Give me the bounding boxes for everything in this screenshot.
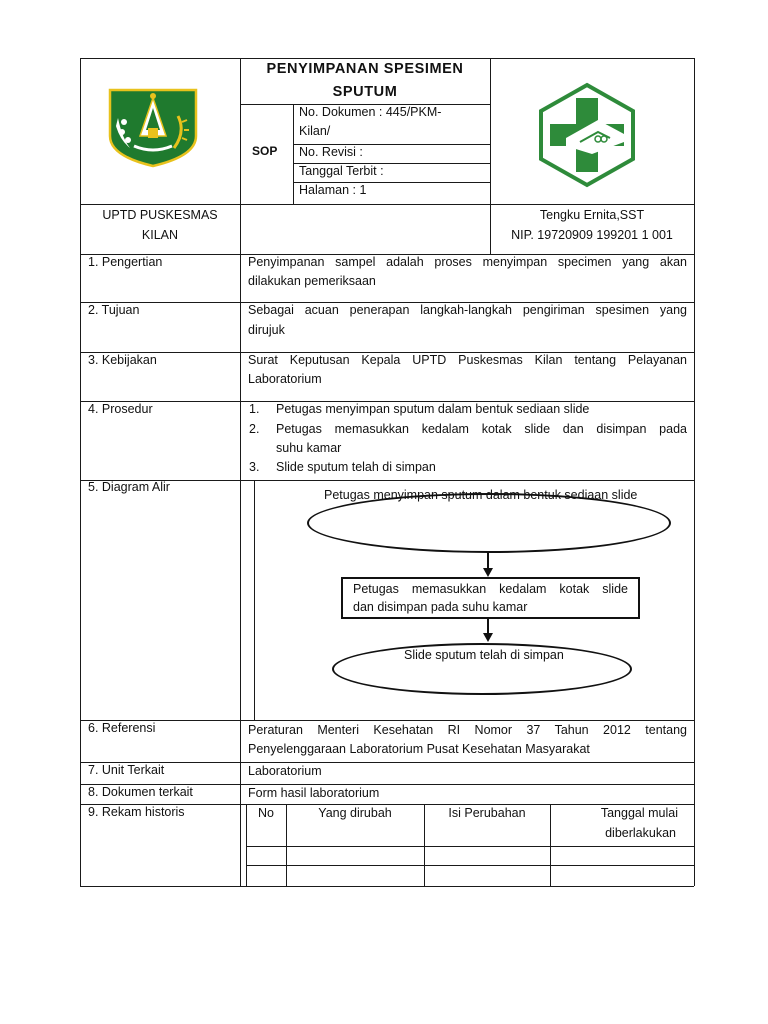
rekam-col-isi-perubahan: Isi Perubahan: [448, 806, 526, 820]
puskesmas-cross-logo-icon: [536, 82, 638, 188]
flow-arrow-1-head: [483, 568, 493, 577]
kebijakan-label: 3. Kebijakan: [88, 353, 157, 367]
dokumen-number-line1: No. Dokumen : 445/PKM-: [299, 105, 442, 119]
pengertian-label: 1. Pengertian: [88, 255, 163, 269]
referensi-label: 6. Referensi: [88, 721, 156, 735]
rekam-col-tanggal-line1: [550, 804, 694, 823]
sop-label: SOP: [252, 144, 278, 158]
rekam-row1-line: [246, 846, 694, 847]
rekam-historis-label: 9. Rekam historis: [88, 805, 185, 819]
tujuan-text-line2: dirujuk: [248, 323, 285, 337]
sop-column-line: [293, 104, 294, 204]
prosedur-step-text: Petugas menyimpan sputum dalam bentuk sediaan slide: [276, 402, 590, 416]
dokumen-terkait-value: Form hasil laboratorium: [248, 786, 380, 800]
regional-emblem-icon: [108, 88, 198, 168]
prosedur-bottom-line: [80, 480, 694, 481]
unit-terkait-value: Laboratorium: [248, 764, 322, 778]
prosedur-step-number: 1.: [249, 402, 260, 416]
tujuan-text-line1: Sebagai acuan penerapan langkah-langkah pengiriman spesimen yang: [248, 303, 687, 317]
revisi-number: No. Revisi :: [299, 145, 363, 159]
document-title-line1: PENYIMPANAN SPESIMEN: [266, 61, 464, 77]
tujuan-label: 2. Tujuan: [88, 303, 140, 317]
flow-start-text: Petugas menyimpan sputum dalam bentuk sediaan slide: [324, 488, 638, 502]
diagram-inner-line: [254, 480, 255, 720]
rekam-row2-line: [246, 865, 694, 866]
prosedur-step-text: Petugas memasukkan kedalam kotak slide dan disimpan pada: [276, 422, 687, 436]
document-title-line2: SPUTUM: [332, 84, 398, 100]
pengertian-text-line1: Penyimpanan sampel adalah proses menyimpan specimen yang akan: [248, 255, 687, 269]
org-name-line1: UPTD PUSKESMAS: [102, 208, 218, 222]
referensi-text-line1: Peraturan Menteri Kesehatan RI Nomor 37 Tahun 2012 tentang: [248, 723, 687, 737]
unit-terkait-label: 7. Unit Terkait: [88, 763, 165, 777]
rekam-col-no: No: [258, 806, 274, 820]
header-bottom-line: [80, 204, 694, 205]
prosedur-label: 4. Prosedur: [88, 402, 153, 416]
halaman-number: Halaman : 1: [299, 183, 367, 197]
prosedur-step-number: 3.: [249, 460, 260, 474]
org-name-line2: KILAN: [141, 228, 179, 242]
kebijakan-text-line1: Surat Keputusan Kepala UPTD Puskesmas Kilan tentang Pelayanan: [248, 353, 687, 367]
pengertian-text-line2: dilakukan pemeriksaan: [248, 274, 376, 288]
rekam-col-diberlakukan-text: diberlakukan: [605, 826, 676, 840]
rekam-col-yang-dirubah: Yang dirubah: [318, 806, 392, 820]
frame-bottom-line: [80, 886, 694, 887]
flow-process-text-line1: Petugas memasukkan kedalam kotak slide: [353, 582, 628, 596]
kebijakan-text-line2: Laboratorium: [248, 372, 322, 386]
flow-arrow-2-head: [483, 633, 493, 642]
prosedur-step-number: 2.: [249, 422, 260, 436]
tanggal-terbit: Tanggal Terbit :: [299, 164, 384, 178]
signer-name: Tengku Ernita,SST: [539, 208, 645, 222]
referensi-bottom-line: [80, 762, 694, 763]
dokumen-terkait-label: 8. Dokumen terkait: [88, 785, 193, 799]
rekam-col-tanggal-text: Tanggal mulai: [600, 806, 678, 820]
diagram-label: 5. Diagram Alir: [88, 480, 170, 494]
signer-nip: NIP. 19720909 199201 1 001: [511, 228, 673, 242]
flow-end-text: Slide sputum telah di simpan: [404, 648, 564, 662]
dokumen-number-line2: Kilan/: [299, 124, 331, 138]
referensi-text-line2: Penyelenggaraan Laboratorium Pusat Kesehatan Masyarakat: [248, 742, 590, 756]
prosedur-step-text: Slide sputum telah di simpan: [276, 460, 436, 474]
frame-right-line: [694, 58, 695, 886]
prosedur-step-text-cont: suhu kamar: [276, 441, 342, 455]
flow-process-text-line2: dan disimpan pada suhu kamar: [353, 600, 528, 614]
rekam-col-tanggal-line2: [550, 824, 694, 843]
